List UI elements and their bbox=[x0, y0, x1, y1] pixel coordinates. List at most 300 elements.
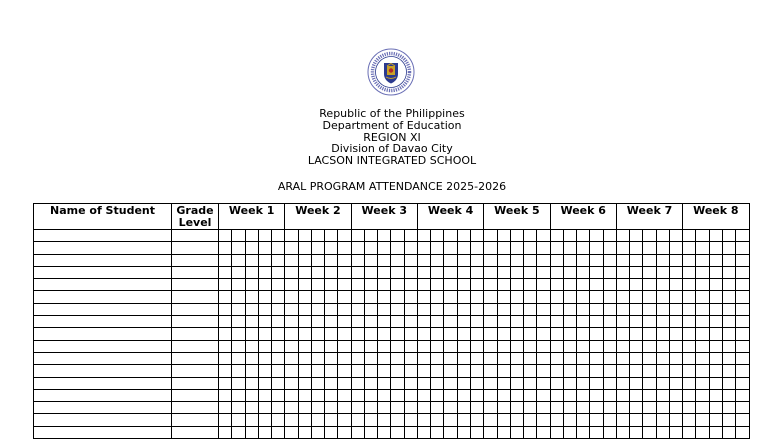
attendance-cell bbox=[537, 426, 550, 438]
attendance-cell bbox=[272, 266, 285, 278]
attendance-cell bbox=[524, 352, 537, 364]
attendance-cell bbox=[577, 352, 590, 364]
attendance-cell bbox=[630, 352, 643, 364]
attendance-cell bbox=[378, 303, 391, 315]
attendance-cell bbox=[232, 316, 245, 328]
attendance-cell bbox=[683, 402, 696, 414]
attendance-cell bbox=[550, 352, 563, 364]
attendance-cell bbox=[378, 328, 391, 340]
attendance-cell bbox=[232, 291, 245, 303]
attendance-cell bbox=[404, 242, 417, 254]
attendance-cell bbox=[524, 254, 537, 266]
attendance-cell bbox=[484, 328, 497, 340]
attendance-cell bbox=[550, 426, 563, 438]
attendance-cell bbox=[722, 266, 735, 278]
attendance-cell bbox=[616, 414, 629, 426]
attendance-cell bbox=[563, 266, 576, 278]
attendance-cell bbox=[736, 402, 749, 414]
attendance-cell bbox=[656, 254, 669, 266]
attendance-cell bbox=[630, 291, 643, 303]
attendance-cell bbox=[444, 340, 457, 352]
student-name-cell bbox=[34, 266, 172, 278]
attendance-cell bbox=[338, 365, 351, 377]
attendance-cell bbox=[696, 266, 709, 278]
table-row bbox=[34, 340, 750, 352]
attendance-cell bbox=[550, 279, 563, 291]
attendance-cell bbox=[417, 426, 430, 438]
attendance-cell bbox=[417, 389, 430, 401]
attendance-cell bbox=[643, 266, 656, 278]
attendance-cell bbox=[616, 254, 629, 266]
attendance-cell bbox=[444, 230, 457, 242]
attendance-cell bbox=[391, 254, 404, 266]
attendance-cell bbox=[484, 230, 497, 242]
attendance-cell bbox=[603, 414, 616, 426]
attendance-cell bbox=[417, 254, 430, 266]
attendance-cell bbox=[311, 279, 324, 291]
attendance-cell bbox=[696, 389, 709, 401]
attendance-cell bbox=[378, 389, 391, 401]
student-name-cell bbox=[34, 414, 172, 426]
attendance-cell bbox=[378, 230, 391, 242]
attendance-cell bbox=[351, 242, 364, 254]
attendance-cell bbox=[272, 242, 285, 254]
attendance-cell bbox=[603, 266, 616, 278]
attendance-cell bbox=[736, 303, 749, 315]
attendance-cell bbox=[272, 254, 285, 266]
attendance-cell bbox=[537, 340, 550, 352]
attendance-cell bbox=[683, 316, 696, 328]
attendance-cell bbox=[311, 340, 324, 352]
attendance-cell bbox=[245, 316, 258, 328]
attendance-cell bbox=[325, 365, 338, 377]
attendance-cell bbox=[219, 352, 232, 364]
attendance-cell bbox=[510, 328, 523, 340]
attendance-cell bbox=[351, 291, 364, 303]
attendance-cell bbox=[696, 365, 709, 377]
attendance-cell bbox=[510, 303, 523, 315]
attendance-cell bbox=[497, 254, 510, 266]
attendance-cell bbox=[351, 426, 364, 438]
attendance-cell bbox=[364, 352, 377, 364]
attendance-cell bbox=[285, 316, 298, 328]
attendance-cell bbox=[338, 377, 351, 389]
attendance-cell bbox=[643, 414, 656, 426]
student-name-cell bbox=[34, 352, 172, 364]
attendance-cell bbox=[338, 389, 351, 401]
letterhead bbox=[0, 108, 784, 167]
department-line: Department of Education bbox=[322, 118, 462, 132]
attendance-cell bbox=[311, 266, 324, 278]
attendance-cell bbox=[391, 365, 404, 377]
attendance-cell bbox=[656, 303, 669, 315]
attendance-cell bbox=[417, 242, 430, 254]
attendance-cell bbox=[378, 242, 391, 254]
attendance-cell bbox=[709, 328, 722, 340]
attendance-cell bbox=[709, 242, 722, 254]
attendance-cell bbox=[272, 316, 285, 328]
attendance-cell bbox=[510, 377, 523, 389]
attendance-cell bbox=[378, 316, 391, 328]
attendance-cell bbox=[709, 352, 722, 364]
attendance-cell bbox=[484, 414, 497, 426]
attendance-cell bbox=[311, 303, 324, 315]
attendance-cell bbox=[338, 402, 351, 414]
attendance-cell bbox=[497, 414, 510, 426]
attendance-cell bbox=[351, 365, 364, 377]
attendance-cell bbox=[325, 389, 338, 401]
attendance-cell bbox=[484, 377, 497, 389]
attendance-cell bbox=[378, 365, 391, 377]
attendance-cell bbox=[417, 377, 430, 389]
attendance-cell bbox=[338, 266, 351, 278]
attendance-cell bbox=[577, 266, 590, 278]
attendance-cell bbox=[736, 266, 749, 278]
attendance-cell bbox=[537, 254, 550, 266]
attendance-cell bbox=[510, 242, 523, 254]
attendance-cell bbox=[616, 242, 629, 254]
deped-seal-icon bbox=[367, 48, 415, 96]
attendance-cell bbox=[351, 279, 364, 291]
attendance-cell bbox=[364, 426, 377, 438]
attendance-cell bbox=[378, 377, 391, 389]
attendance-cell bbox=[311, 426, 324, 438]
grade-level-cell bbox=[172, 389, 219, 401]
attendance-cell bbox=[669, 414, 682, 426]
attendance-cell bbox=[590, 365, 603, 377]
attendance-cell bbox=[590, 291, 603, 303]
attendance-cell bbox=[351, 352, 364, 364]
attendance-cell bbox=[656, 340, 669, 352]
attendance-cell bbox=[325, 230, 338, 242]
attendance-cell bbox=[497, 377, 510, 389]
attendance-cell bbox=[298, 389, 311, 401]
attendance-cell bbox=[484, 279, 497, 291]
attendance-cell bbox=[338, 414, 351, 426]
attendance-cell bbox=[470, 414, 483, 426]
attendance-cell bbox=[351, 303, 364, 315]
attendance-cell bbox=[484, 303, 497, 315]
attendance-cell bbox=[709, 279, 722, 291]
attendance-cell bbox=[736, 377, 749, 389]
attendance-cell bbox=[219, 389, 232, 401]
attendance-cell bbox=[417, 303, 430, 315]
attendance-cell bbox=[219, 254, 232, 266]
attendance-cell bbox=[258, 279, 271, 291]
attendance-cell bbox=[404, 389, 417, 401]
attendance-cell bbox=[497, 352, 510, 364]
attendance-cell bbox=[325, 328, 338, 340]
attendance-cell bbox=[630, 316, 643, 328]
attendance-cell bbox=[550, 303, 563, 315]
attendance-cell bbox=[683, 389, 696, 401]
table-row bbox=[34, 291, 750, 303]
student-name-cell bbox=[34, 242, 172, 254]
attendance-cell bbox=[524, 303, 537, 315]
attendance-cell bbox=[630, 414, 643, 426]
attendance-cell bbox=[683, 303, 696, 315]
attendance-cell bbox=[272, 340, 285, 352]
attendance-cell bbox=[378, 279, 391, 291]
attendance-cell bbox=[404, 303, 417, 315]
attendance-cell bbox=[351, 389, 364, 401]
attendance-cell bbox=[417, 291, 430, 303]
attendance-cell bbox=[272, 414, 285, 426]
attendance-cell bbox=[550, 254, 563, 266]
attendance-cell bbox=[484, 291, 497, 303]
attendance-cell bbox=[325, 402, 338, 414]
attendance-cell bbox=[364, 242, 377, 254]
attendance-cell bbox=[245, 242, 258, 254]
attendance-cell bbox=[550, 291, 563, 303]
attendance-cell bbox=[470, 266, 483, 278]
table-row bbox=[34, 303, 750, 315]
attendance-cell bbox=[669, 340, 682, 352]
attendance-cell bbox=[470, 328, 483, 340]
attendance-cell bbox=[497, 303, 510, 315]
attendance-cell bbox=[577, 316, 590, 328]
attendance-cell bbox=[325, 291, 338, 303]
attendance-cell bbox=[325, 426, 338, 438]
attendance-cell bbox=[444, 254, 457, 266]
attendance-cell bbox=[364, 316, 377, 328]
attendance-cell bbox=[298, 340, 311, 352]
attendance-cell bbox=[656, 352, 669, 364]
student-name-cell bbox=[34, 365, 172, 377]
attendance-cell bbox=[484, 316, 497, 328]
grade-level-cell bbox=[172, 316, 219, 328]
attendance-cell bbox=[696, 426, 709, 438]
table-row bbox=[34, 414, 750, 426]
attendance-cell bbox=[311, 377, 324, 389]
attendance-cell bbox=[285, 352, 298, 364]
attendance-cell bbox=[590, 266, 603, 278]
attendance-cell bbox=[510, 316, 523, 328]
attendance-cell bbox=[577, 328, 590, 340]
attendance-cell bbox=[245, 352, 258, 364]
attendance-cell bbox=[258, 291, 271, 303]
attendance-cell bbox=[245, 266, 258, 278]
attendance-cell bbox=[444, 303, 457, 315]
attendance-cell bbox=[510, 365, 523, 377]
attendance-cell bbox=[616, 291, 629, 303]
attendance-cell bbox=[351, 230, 364, 242]
attendance-cell bbox=[736, 352, 749, 364]
attendance-cell bbox=[736, 328, 749, 340]
attendance-cell bbox=[630, 328, 643, 340]
attendance-cell bbox=[470, 303, 483, 315]
attendance-cell bbox=[524, 426, 537, 438]
column-header-name: Name of Student bbox=[34, 204, 172, 230]
attendance-cell bbox=[590, 426, 603, 438]
attendance-cell bbox=[524, 230, 537, 242]
grade-level-cell bbox=[172, 340, 219, 352]
attendance-cell bbox=[391, 352, 404, 364]
attendance-cell bbox=[470, 242, 483, 254]
attendance-cell bbox=[325, 266, 338, 278]
student-name-cell bbox=[34, 230, 172, 242]
attendance-cell bbox=[457, 254, 470, 266]
attendance-cell bbox=[683, 426, 696, 438]
attendance-cell bbox=[656, 414, 669, 426]
attendance-cell bbox=[537, 328, 550, 340]
table-row bbox=[34, 242, 750, 254]
table-row bbox=[34, 230, 750, 242]
attendance-cell bbox=[709, 291, 722, 303]
attendance-cell bbox=[696, 291, 709, 303]
attendance-cell bbox=[590, 242, 603, 254]
attendance-cell bbox=[497, 230, 510, 242]
attendance-cell bbox=[311, 242, 324, 254]
attendance-cell bbox=[325, 340, 338, 352]
attendance-cell bbox=[272, 365, 285, 377]
attendance-cell bbox=[669, 254, 682, 266]
attendance-cell bbox=[709, 389, 722, 401]
attendance-cell bbox=[325, 279, 338, 291]
attendance-cell bbox=[245, 389, 258, 401]
attendance-cell bbox=[245, 377, 258, 389]
attendance-cell bbox=[669, 402, 682, 414]
attendance-cell bbox=[484, 365, 497, 377]
attendance-cell bbox=[404, 316, 417, 328]
attendance-cell bbox=[272, 352, 285, 364]
attendance-cell bbox=[470, 365, 483, 377]
attendance-cell bbox=[709, 316, 722, 328]
attendance-cell bbox=[404, 291, 417, 303]
attendance-cell bbox=[219, 303, 232, 315]
student-name-cell bbox=[34, 402, 172, 414]
school-line: LACSON INTEGRATED SCHOOL bbox=[307, 154, 477, 168]
attendance-cell bbox=[590, 316, 603, 328]
attendance-cell bbox=[630, 426, 643, 438]
attendance-cell bbox=[391, 377, 404, 389]
attendance-cell bbox=[232, 340, 245, 352]
column-header-week: Week 5 bbox=[484, 204, 550, 230]
attendance-cell bbox=[696, 402, 709, 414]
attendance-cell bbox=[470, 316, 483, 328]
attendance-cell bbox=[683, 414, 696, 426]
attendance-cell bbox=[431, 279, 444, 291]
attendance-cell bbox=[391, 426, 404, 438]
attendance-cell bbox=[696, 254, 709, 266]
attendance-cell bbox=[431, 303, 444, 315]
attendance-cell bbox=[285, 279, 298, 291]
grade-level-cell bbox=[172, 303, 219, 315]
attendance-cell bbox=[669, 279, 682, 291]
attendance-cell bbox=[603, 377, 616, 389]
attendance-cell bbox=[722, 230, 735, 242]
document-title: ARAL PROGRAM ATTENDANCE 2025-2026 bbox=[277, 180, 507, 193]
attendance-cell bbox=[550, 316, 563, 328]
attendance-cell bbox=[258, 328, 271, 340]
attendance-cell bbox=[285, 242, 298, 254]
attendance-cell bbox=[563, 352, 576, 364]
attendance-cell bbox=[497, 291, 510, 303]
attendance-cell bbox=[722, 316, 735, 328]
attendance-cell bbox=[417, 266, 430, 278]
attendance-cell bbox=[338, 303, 351, 315]
attendance-cell bbox=[232, 402, 245, 414]
attendance-cell bbox=[669, 426, 682, 438]
attendance-cell bbox=[404, 352, 417, 364]
attendance-cell bbox=[245, 340, 258, 352]
attendance-cell bbox=[258, 389, 271, 401]
attendance-cell bbox=[391, 279, 404, 291]
attendance-cell bbox=[285, 291, 298, 303]
attendance-cell bbox=[709, 402, 722, 414]
attendance-cell bbox=[484, 352, 497, 364]
attendance-cell bbox=[537, 303, 550, 315]
attendance-cell bbox=[417, 279, 430, 291]
attendance-cell bbox=[311, 328, 324, 340]
attendance-cell bbox=[219, 242, 232, 254]
attendance-cell bbox=[245, 230, 258, 242]
attendance-cell bbox=[563, 316, 576, 328]
attendance-cell bbox=[616, 365, 629, 377]
attendance-cell bbox=[417, 328, 430, 340]
attendance-cell bbox=[391, 242, 404, 254]
attendance-cell bbox=[298, 377, 311, 389]
attendance-cell bbox=[285, 254, 298, 266]
attendance-cell bbox=[245, 426, 258, 438]
attendance-cell bbox=[630, 365, 643, 377]
attendance-cell bbox=[417, 316, 430, 328]
attendance-cell bbox=[457, 328, 470, 340]
attendance-cell bbox=[643, 254, 656, 266]
student-name-cell bbox=[34, 426, 172, 438]
attendance-cell bbox=[431, 402, 444, 414]
attendance-cell bbox=[537, 414, 550, 426]
attendance-cell bbox=[325, 414, 338, 426]
attendance-cell bbox=[736, 414, 749, 426]
column-header-week: Week 8 bbox=[683, 204, 749, 230]
student-name-cell bbox=[34, 279, 172, 291]
attendance-cell bbox=[550, 340, 563, 352]
attendance-cell bbox=[444, 377, 457, 389]
attendance-cell bbox=[524, 365, 537, 377]
attendance-cell bbox=[550, 230, 563, 242]
attendance-cell bbox=[722, 377, 735, 389]
student-name-cell bbox=[34, 377, 172, 389]
attendance-cell bbox=[577, 377, 590, 389]
attendance-cell bbox=[643, 377, 656, 389]
attendance-cell bbox=[630, 254, 643, 266]
attendance-cell bbox=[722, 328, 735, 340]
attendance-cell bbox=[736, 365, 749, 377]
attendance-cell bbox=[351, 340, 364, 352]
attendance-cell bbox=[669, 303, 682, 315]
attendance-cell bbox=[258, 266, 271, 278]
attendance-cell bbox=[457, 414, 470, 426]
attendance-cell bbox=[245, 365, 258, 377]
attendance-cell bbox=[391, 316, 404, 328]
attendance-cell bbox=[577, 365, 590, 377]
attendance-cell bbox=[683, 365, 696, 377]
attendance-cell bbox=[325, 242, 338, 254]
attendance-cell bbox=[656, 316, 669, 328]
attendance-cell bbox=[736, 389, 749, 401]
attendance-cell bbox=[364, 402, 377, 414]
attendance-cell bbox=[470, 377, 483, 389]
attendance-cell bbox=[656, 389, 669, 401]
attendance-cell bbox=[245, 279, 258, 291]
attendance-cell bbox=[722, 340, 735, 352]
attendance-cell bbox=[457, 291, 470, 303]
attendance-cell bbox=[590, 254, 603, 266]
attendance-cell bbox=[590, 402, 603, 414]
attendance-cell bbox=[470, 402, 483, 414]
attendance-cell bbox=[722, 254, 735, 266]
